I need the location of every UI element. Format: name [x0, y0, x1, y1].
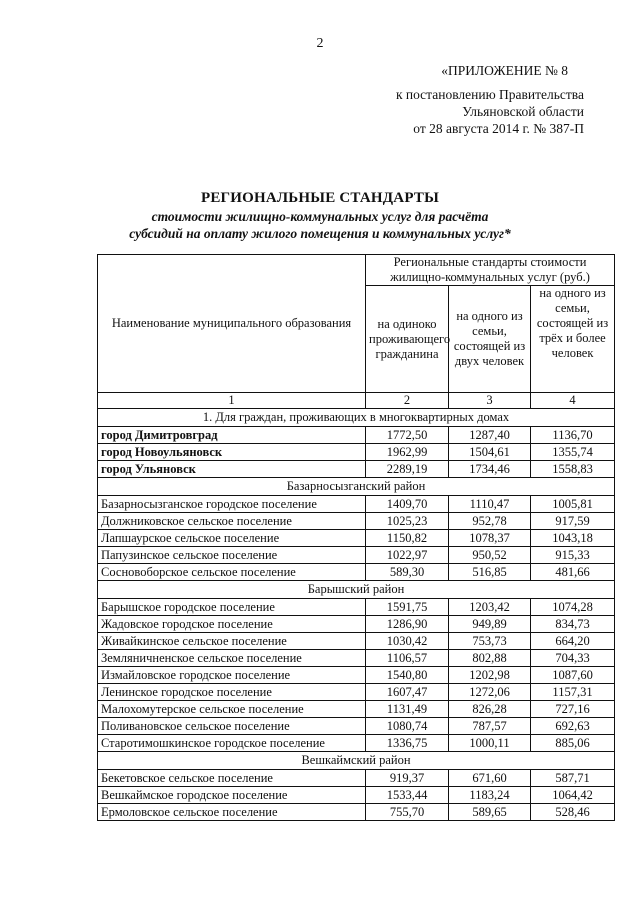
- municipality-name: Земляничненское сельское поселение: [98, 650, 366, 667]
- family-of-three-value: 664,20: [531, 633, 615, 650]
- table-row: [98, 633, 615, 650]
- header-standards-group: Региональные стандарты стоимости жилищно-коммунальных услуг (руб.): [366, 255, 615, 286]
- municipality-name: город Новоульяновск: [98, 444, 366, 461]
- single-person-value: 1772,50: [366, 427, 449, 444]
- single-person-value: 1025,23: [366, 513, 449, 530]
- single-person-value: 1080,74: [366, 718, 449, 735]
- table-row: [98, 616, 615, 633]
- single-person-value: 1540,80: [366, 667, 449, 684]
- header-family-of-two: на одного из семьи, состоящей из двух человек: [449, 286, 531, 393]
- municipality-name: Должниковское сельское поселение: [98, 513, 366, 530]
- family-of-two-value: 1203,42: [449, 599, 531, 616]
- page-number: 2: [316, 36, 324, 51]
- family-of-three-value: 1087,60: [531, 667, 615, 684]
- family-of-two-value: 950,52: [449, 547, 531, 564]
- municipality-name: город Димитровград: [98, 427, 366, 444]
- family-of-three-value: 885,06: [531, 735, 615, 752]
- family-of-three-value: 1074,28: [531, 599, 615, 616]
- single-person-value: 1591,75: [366, 599, 449, 616]
- document-title: РЕГИОНАЛЬНЫЕ СТАНДАРТЫ: [200, 190, 439, 206]
- single-person-value: 1286,90: [366, 616, 449, 633]
- municipality-name: Барышское городское поселение: [98, 599, 366, 616]
- appendix-date-line: от 28 августа 2014 г. № 387-П: [413, 121, 584, 136]
- municipality-name: Жадовское городское поселение: [98, 616, 366, 633]
- single-person-value: 1336,75: [366, 735, 449, 752]
- header-single-person: на одиноко проживающего гражданина: [366, 286, 449, 393]
- table-body: [98, 409, 615, 821]
- table-row: [98, 427, 615, 444]
- document-subtitle-line-2: субсидий на оплату жилого помещения и коммунальных услуг*: [129, 226, 511, 241]
- municipality-name: Папузинское сельское поселение: [98, 547, 366, 564]
- table-row: [98, 735, 615, 752]
- family-of-two-value: 802,88: [449, 650, 531, 667]
- family-of-three-value: 1136,70: [531, 427, 615, 444]
- municipality-name: Вешкаймское городское поселение: [98, 787, 366, 804]
- section-header-row: [98, 581, 615, 599]
- municipality-name: Базарносызганское городское поселение: [98, 496, 366, 513]
- family-of-three-value: 834,73: [531, 616, 615, 633]
- family-of-two-value: 787,57: [449, 718, 531, 735]
- header-family-of-three: на одного из семьи, состоящей из трёх и более человек: [531, 286, 615, 393]
- table-row: [98, 564, 615, 581]
- section-title: Базарносызганский район: [98, 478, 615, 496]
- single-person-value: 755,70: [366, 804, 449, 821]
- municipality-name: Поливановское сельское поселение: [98, 718, 366, 735]
- column-number: 1: [98, 393, 366, 409]
- standards-table: [97, 254, 615, 821]
- family-of-two-value: 1287,40: [449, 427, 531, 444]
- family-of-two-value: 1110,47: [449, 496, 531, 513]
- table-row: [98, 787, 615, 804]
- single-person-value: 919,37: [366, 770, 449, 787]
- municipality-name: Бекетовское сельское поселение: [98, 770, 366, 787]
- family-of-two-value: 516,85: [449, 564, 531, 581]
- municipality-name: Измайловское городское поселение: [98, 667, 366, 684]
- municipality-name: Сосновоборское сельское поселение: [98, 564, 366, 581]
- column-number: 2: [366, 393, 449, 409]
- municipality-name: Живайкинское сельское поселение: [98, 633, 366, 650]
- family-of-two-value: 1734,46: [449, 461, 531, 478]
- appendix-label: «ПРИЛОЖЕНИЕ № 8: [441, 63, 568, 78]
- single-person-value: 589,30: [366, 564, 449, 581]
- family-of-two-value: 1000,11: [449, 735, 531, 752]
- column-number: 3: [449, 393, 531, 409]
- table-row: [98, 804, 615, 821]
- single-person-value: 1150,82: [366, 530, 449, 547]
- family-of-three-value: 481,66: [531, 564, 615, 581]
- family-of-three-value: 704,33: [531, 650, 615, 667]
- table-row: [98, 461, 615, 478]
- family-of-two-value: 826,28: [449, 701, 531, 718]
- table-row: [98, 684, 615, 701]
- family-of-two-value: 1272,06: [449, 684, 531, 701]
- appendix-region-line: Ульяновской области: [462, 104, 584, 119]
- table-row: [98, 496, 615, 513]
- single-person-value: 1962,99: [366, 444, 449, 461]
- table-row: [98, 718, 615, 735]
- family-of-two-value: 1078,37: [449, 530, 531, 547]
- family-of-three-value: 692,63: [531, 718, 615, 735]
- section-header-row: [98, 752, 615, 770]
- municipality-name: Ермоловское сельское поселение: [98, 804, 366, 821]
- family-of-three-value: 727,16: [531, 701, 615, 718]
- table-row: [98, 599, 615, 616]
- table-row: [98, 650, 615, 667]
- family-of-two-value: 1202,98: [449, 667, 531, 684]
- appendix-decree-line: к постановлению Правительства: [395, 87, 584, 102]
- table-row: [98, 547, 615, 564]
- section-title: Вешкаймский район: [98, 752, 615, 770]
- family-of-three-value: 1355,74: [531, 444, 615, 461]
- table-row: [98, 667, 615, 684]
- single-person-value: 2289,19: [366, 461, 449, 478]
- family-of-two-value: 1504,61: [449, 444, 531, 461]
- family-of-three-value: 528,46: [531, 804, 615, 821]
- single-person-value: 1106,57: [366, 650, 449, 667]
- section-title: 1. Для граждан, проживающих в многоквартирных домах: [98, 409, 615, 427]
- family-of-two-value: 753,73: [449, 633, 531, 650]
- column-number: 4: [531, 393, 615, 409]
- section-header-row: [98, 409, 615, 427]
- single-person-value: 1030,42: [366, 633, 449, 650]
- family-of-three-value: 1005,81: [531, 496, 615, 513]
- family-of-three-value: 587,71: [531, 770, 615, 787]
- family-of-two-value: 589,65: [449, 804, 531, 821]
- single-person-value: 1131,49: [366, 701, 449, 718]
- table-row: [98, 770, 615, 787]
- header-municipality: Наименование муниципального образования: [98, 255, 366, 393]
- municipality-name: Малохомутерское сельское поселение: [98, 701, 366, 718]
- table-row: [98, 701, 615, 718]
- family-of-two-value: 1183,24: [449, 787, 531, 804]
- single-person-value: 1607,47: [366, 684, 449, 701]
- table-row: [98, 444, 615, 461]
- municipality-name: Ленинское городское поселение: [98, 684, 366, 701]
- single-person-value: 1533,44: [366, 787, 449, 804]
- section-header-row: [98, 478, 615, 496]
- municipality-name: Лапшаурское сельское поселение: [98, 530, 366, 547]
- document-subtitle-line-1: стоимости жилищно-коммунальных услуг для расчёта: [151, 209, 489, 224]
- family-of-three-value: 917,59: [531, 513, 615, 530]
- table-row: [98, 513, 615, 530]
- table-row: [98, 530, 615, 547]
- family-of-three-value: 1558,83: [531, 461, 615, 478]
- section-title: Барышский район: [98, 581, 615, 599]
- municipality-name: Старотимошкинское городское поселение: [98, 735, 366, 752]
- family-of-two-value: 949,89: [449, 616, 531, 633]
- single-person-value: 1022,97: [366, 547, 449, 564]
- family-of-three-value: 1064,42: [531, 787, 615, 804]
- family-of-three-value: 1157,31: [531, 684, 615, 701]
- family-of-three-value: 1043,18: [531, 530, 615, 547]
- family-of-three-value: 915,33: [531, 547, 615, 564]
- municipality-name: город Ульяновск: [98, 461, 366, 478]
- family-of-two-value: 671,60: [449, 770, 531, 787]
- single-person-value: 1409,70: [366, 496, 449, 513]
- column-number-row: [98, 393, 615, 409]
- family-of-two-value: 952,78: [449, 513, 531, 530]
